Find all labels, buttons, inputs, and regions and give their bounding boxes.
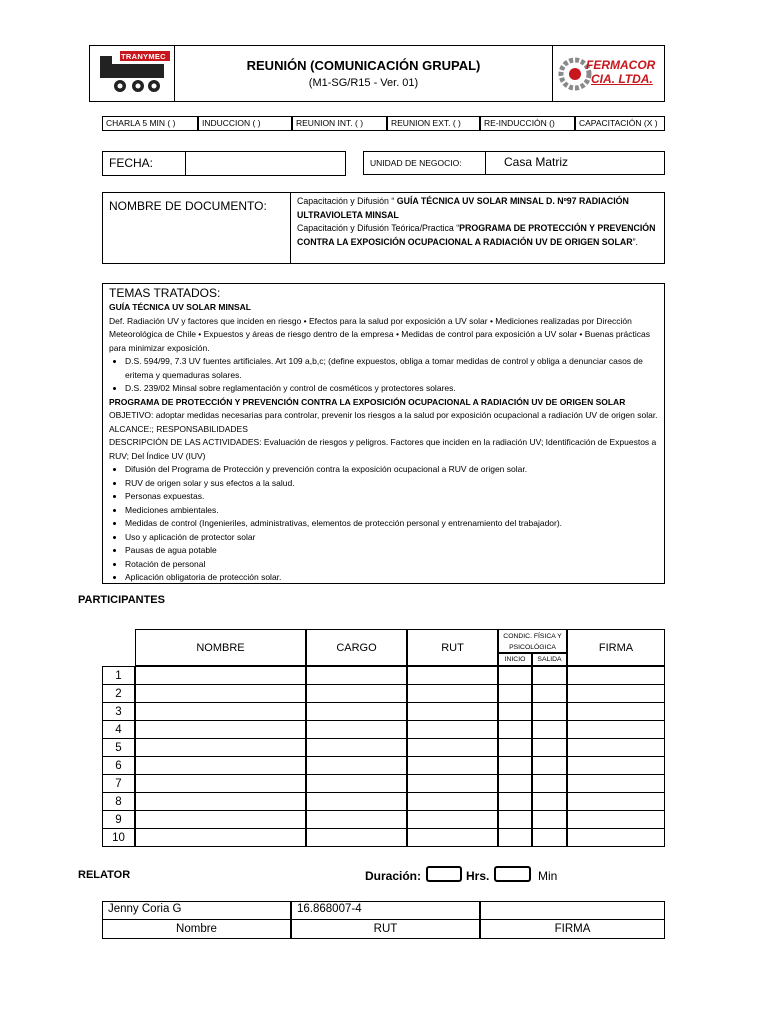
program-title: PROGRAMA DE PROTECCIÓN Y PREVENCIÓN CONTRA LA EXPOSICIÓN OCUPACIONAL A RADIACIÓN UV DE ORIGEN SOLAR [109, 396, 626, 407]
col-header-cargo [306, 629, 407, 666]
relator-label: RELATOR [78, 869, 131, 881]
table-cell[interactable] [532, 738, 567, 757]
descripcion-text: DESCRIPCIÓN DE LAS ACTIVIDADES: Evaluación de riesgos y peligros. Factores que inciden en la radiación UV; Identificación de Expuestos a RUV; Del Índice UV (IUV) [109, 437, 657, 461]
list-item: • RUV de origen solar y sus efectos a la salud. [125, 477, 660, 491]
col-header-inicio [498, 653, 532, 666]
col-firma-label: FIRMA [598, 642, 634, 654]
table-cell[interactable] [407, 666, 498, 685]
temas-box [102, 283, 665, 584]
page-title: REUNIÓN (COMUNICACIÓN GRUPAL) [246, 58, 481, 73]
table-cell[interactable] [135, 720, 306, 739]
table-cell[interactable] [498, 720, 532, 739]
table-cell[interactable] [306, 810, 407, 829]
table-cell[interactable] [498, 738, 532, 757]
table-cell[interactable] [532, 792, 567, 811]
row-number: 10 [102, 828, 135, 847]
list-item: • Medidas de control (Ingenieriles, administrativas, elementos de protección personal y entrenamiento del trabajador). [125, 517, 660, 531]
doc-line2-title: PROGRAMA DE PROTECCIÓN Y PREVENCIÓN CONTRA LA EXPOSICIÓN OCUPACIONAL A RADIACIÓN UV DE ORIGEN SOLAR [297, 223, 656, 247]
table-cell[interactable] [567, 702, 665, 721]
row-number: 8 [102, 792, 135, 811]
col-nombre-label: NOMBRE [196, 642, 245, 654]
row-number: 1 [102, 666, 135, 685]
table-cell[interactable] [498, 774, 532, 793]
col-header-rut [407, 629, 498, 666]
list-item: • D.S. 594/99, 7.3 UV fuentes artificiales. Art 109 a,b,c; (define expuestos, obliga a tomar medidas de control y obliga a denunciar casos de eritema y quemaduras solares. [125, 355, 660, 382]
temas-content [109, 301, 660, 585]
table-cell[interactable] [306, 720, 407, 739]
activities-list [109, 463, 660, 585]
fecha-box [102, 151, 346, 176]
left-logo [90, 46, 175, 101]
table-cell[interactable] [135, 666, 306, 685]
table-cell[interactable] [135, 684, 306, 703]
table-cell[interactable] [532, 774, 567, 793]
col-inicio-label: INICIO [504, 656, 526, 663]
col-cargo-label: CARGO [336, 642, 377, 654]
table-cell[interactable] [498, 792, 532, 811]
documento-box [102, 192, 665, 264]
form-code: (M1-SG/R15 - Ver. 01) [308, 77, 419, 89]
col-condic-label: CONDIC. FÍSICA Y PSICOLÓGICA [503, 633, 562, 651]
table-cell[interactable] [498, 702, 532, 721]
table-cell[interactable] [498, 828, 532, 847]
temas-label: TEMAS TRATADOS: [109, 286, 221, 300]
header-box [89, 45, 665, 102]
documento-label: NOMBRE DE DOCUMENTO: [109, 199, 267, 213]
footer-firma: FIRMA [480, 919, 665, 939]
relator-name[interactable]: Jenny Coria G [102, 901, 291, 920]
fecha-label: FECHA: [109, 156, 154, 170]
table-cell[interactable] [135, 702, 306, 721]
type-charla[interactable]: CHARLA 5 MIN ( ) [102, 116, 198, 131]
col-header-condic [498, 629, 567, 653]
table-cell[interactable] [532, 720, 567, 739]
right-logo [552, 46, 665, 101]
table-cell[interactable] [306, 756, 407, 775]
col-header-firma [567, 629, 665, 666]
table-cell[interactable] [532, 810, 567, 829]
table-cell[interactable] [407, 756, 498, 775]
list-item: • Aplicación obligatoria de protección solar. [125, 571, 660, 585]
table-cell[interactable] [567, 738, 665, 757]
footer-rut: RUT [291, 919, 480, 939]
doc-line2-suffix: ”. [632, 236, 638, 247]
col-header-nombre [135, 629, 306, 666]
list-item: • Pausas de agua potable [125, 544, 660, 558]
table-cell[interactable] [135, 738, 306, 757]
table-cell[interactable] [135, 792, 306, 811]
table-cell[interactable] [532, 828, 567, 847]
row-number: 7 [102, 774, 135, 793]
def-text: Def. Radiación UV y factores que inciden en riesgo • Efectos para la salud por exposición a UV solar • Mediciones realizadas por Dirección Meteorológica de Chile • Expuestos y áreas de riesgo dentro de la empresa • Medidas de control para exposición a UV solar • Buenas prácticas para minimizar exposición. [109, 315, 650, 353]
type-reinduccion[interactable]: RE-INDUCCIÓN () [480, 116, 575, 131]
table-cell[interactable] [135, 774, 306, 793]
list-item: • Rotación de personal [125, 558, 660, 572]
table-cell[interactable] [498, 810, 532, 829]
table-cell[interactable] [407, 702, 498, 721]
left-logo-text: TRANYMEC [121, 52, 166, 61]
table-cell[interactable] [135, 756, 306, 775]
footer-nombre: Nombre [102, 919, 291, 939]
table-cell[interactable] [567, 774, 665, 793]
unidad-box [363, 151, 665, 175]
table-cell[interactable] [306, 738, 407, 757]
doc-line1-title: GUÍA TÉCNICA UV SOLAR MINSAL D. Nº97 RADIACIÓN ULTRAVIOLETA MINSAL [297, 196, 629, 220]
table-cell[interactable] [407, 738, 498, 757]
table-cell[interactable] [567, 810, 665, 829]
table-cell[interactable] [567, 684, 665, 703]
table-cell[interactable] [407, 774, 498, 793]
table-cell[interactable] [532, 684, 567, 703]
row-number: 6 [102, 756, 135, 775]
row-number: 2 [102, 684, 135, 703]
table-cell[interactable] [567, 756, 665, 775]
table-cell[interactable] [532, 702, 567, 721]
hrs-label: Hrs. [466, 869, 490, 883]
table-cell[interactable] [567, 828, 665, 847]
table-cell[interactable] [407, 684, 498, 703]
right-logo-line2: CIA. LTDA. [591, 72, 653, 86]
doc-line2-prefix: Capacitación y Difusión Teórica/Practica “ [297, 223, 460, 233]
table-cell[interactable] [498, 666, 532, 685]
type-reunion-int[interactable]: REUNION INT. ( ) [292, 116, 387, 131]
type-reunion-ext[interactable]: REUNION EXT. ( ) [387, 116, 480, 131]
list-item: • Difusión del Programa de Protección y prevención contra la exposición ocupacional a RUV de origen solar. [125, 463, 660, 477]
table-cell[interactable] [306, 792, 407, 811]
objetivo-text: OBJETIVO: adoptar medidas necesarias para controlar, prevenir los riesgos a la salud por exposición ocupacional a radiación UV de origen solar. ALCANCE:; RESPONSABILIDADES [109, 410, 658, 434]
guide-title: GUÍA TÉCNICA UV SOLAR MINSAL [109, 302, 251, 312]
right-logo-line1: FERMACOR [586, 58, 656, 72]
meeting-types-row [102, 116, 665, 131]
regulation-list [109, 355, 660, 396]
table-cell[interactable] [407, 720, 498, 739]
table-cell[interactable] [407, 810, 498, 829]
table-cell[interactable] [306, 702, 407, 721]
table-cell[interactable] [532, 756, 567, 775]
unidad-label: UNIDAD DE NEGOCIO: [370, 158, 462, 168]
col-salida-label: SALIDA [537, 656, 562, 663]
minutes-input[interactable] [494, 866, 531, 882]
row-number: 5 [102, 738, 135, 757]
relator-table [102, 901, 665, 939]
table-cell[interactable] [306, 684, 407, 703]
table-cell[interactable] [567, 792, 665, 811]
table-cell[interactable] [306, 828, 407, 847]
unidad-value[interactable]: Casa Matriz [485, 151, 665, 175]
table-cell[interactable] [498, 756, 532, 775]
table-cell[interactable] [532, 666, 567, 685]
row-number: 3 [102, 702, 135, 721]
type-capacitacion[interactable]: CAPACITACIÓN (X ) [575, 116, 665, 131]
duracion-label: Duración: [365, 869, 422, 883]
table-cell[interactable] [306, 774, 407, 793]
doc-line1-prefix: Capacitación y Difusión “ [297, 196, 395, 206]
table-cell[interactable] [567, 720, 665, 739]
row-number: 9 [102, 810, 135, 829]
type-induccion[interactable]: INDUCCION ( ) [198, 116, 292, 131]
relator-firma[interactable] [480, 901, 665, 920]
list-item: • Mediciones ambientales. [125, 504, 660, 518]
min-label: Min [538, 869, 558, 883]
relator-rut[interactable]: 16.868007-4 [291, 901, 480, 920]
list-item: • D.S. 239/02 Minsal sobre reglamentación y control de cosméticos y protectores solares. [125, 382, 660, 396]
col-header-salida [532, 653, 567, 666]
table-cell[interactable] [498, 684, 532, 703]
row-number: 4 [102, 720, 135, 739]
list-item: • Uso y aplicación de protector solar [125, 531, 660, 545]
table-cell[interactable] [407, 792, 498, 811]
list-item: • Personas expuestas. [125, 490, 660, 504]
col-rut-label: RUT [441, 642, 464, 654]
table-cell[interactable] [567, 666, 665, 685]
table-cell[interactable] [407, 828, 498, 847]
table-cell[interactable] [135, 828, 306, 847]
table-cell[interactable] [306, 666, 407, 685]
table-cell[interactable] [135, 810, 306, 829]
hours-input[interactable] [426, 866, 462, 882]
fecha-field[interactable] [185, 151, 346, 176]
participantes-label: PARTICIPANTES [78, 594, 165, 606]
documento-text [290, 192, 666, 264]
